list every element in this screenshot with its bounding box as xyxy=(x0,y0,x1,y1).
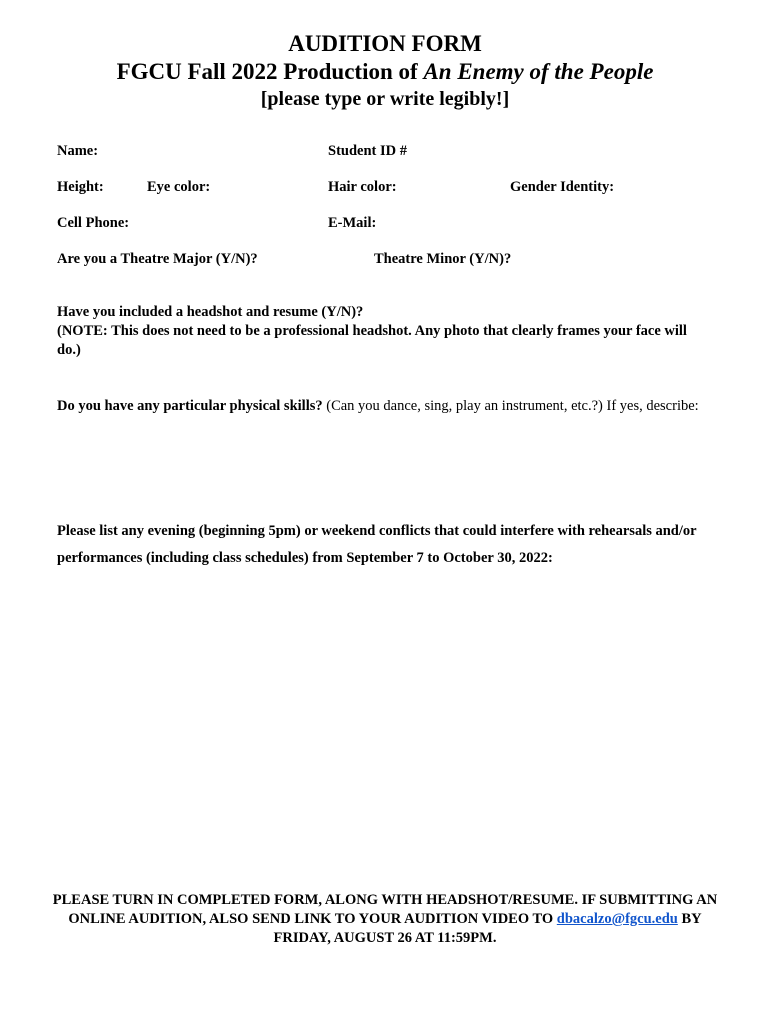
email-link[interactable]: dbacalzo@fgcu.edu xyxy=(556,911,678,927)
headshot-note: (NOTE: This does not need to be a professional headshot. Any photo that clearly frames your face will do.) xyxy=(57,323,687,358)
deadline-text: BY FRIDAY, AUGUST 26 AT 11:59PM. xyxy=(273,911,702,946)
email-label: E-Mail: xyxy=(328,215,377,231)
form-instruction: [please type or write legibly!] xyxy=(260,88,510,110)
gender-identity-label: Gender Identity: xyxy=(510,179,615,195)
form-title: AUDITION FORM xyxy=(288,31,482,56)
student-id-label: Student ID # xyxy=(328,143,407,159)
conflicts-question: Please list any evening (beginning 5pm) or weekend conflicts that could interfere with rehearsals and/or performances (including class schedules) from September 7 to October 30, 2022: xyxy=(57,523,697,566)
submission-text: PLEASE TURN IN COMPLETED FORM, ALONG WITH HEADSHOT/RESUME. IF SUBMITTING AN ONLINE AUDITION, ALSO SEND LINK TO YOUR AUDITION VIDEO TO xyxy=(52,892,718,927)
hair-color-label: Hair color: xyxy=(328,179,397,195)
cell-phone-label: Cell Phone: xyxy=(57,215,130,231)
form-header xyxy=(0,30,770,112)
headshot-question-text: Have you included a headshot and resume (Y/N)? xyxy=(57,304,364,320)
height-label: Height: xyxy=(57,179,104,195)
theatre-minor-label: Theatre Minor (Y/N)? xyxy=(374,251,512,267)
eye-color-label: Eye color: xyxy=(147,179,211,195)
form-subtitle xyxy=(0,58,770,86)
skills-question xyxy=(57,393,707,419)
subtitle-prefix: FGCU Fall 2022 Production of xyxy=(116,59,424,84)
submission-instructions xyxy=(40,891,730,948)
theatre-major-label: Are you a Theatre Major (Y/N)? xyxy=(57,251,258,267)
play-title: An Enemy of the People xyxy=(423,59,654,84)
skills-question-text: Do you have any particular physical skills? xyxy=(57,398,323,414)
name-label: Name: xyxy=(57,143,99,159)
skills-question-detail: (Can you dance, sing, play an instrument, etc.?) If yes, describe: xyxy=(322,398,699,414)
headshot-question xyxy=(57,303,707,360)
